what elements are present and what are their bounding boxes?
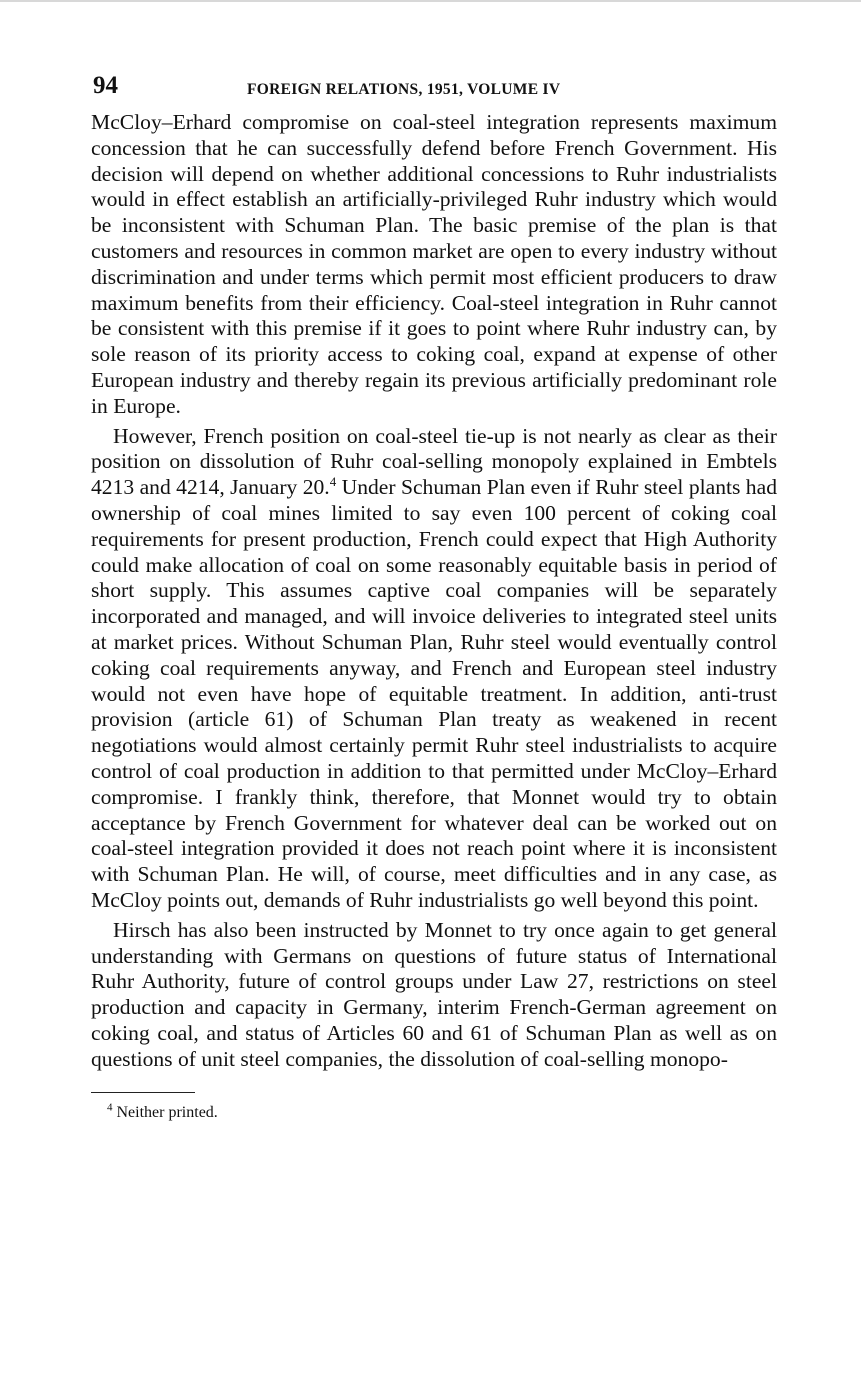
paragraph-1: McCloy–Erhard compromise on coal-steel integration represents maximum concession that he can successfully defend before French Government. His decision will depend on whether additional concessions to Ruhr industrialists would in effect establish an artificially-privileged Ruhr industry which would be inconsistent with Schuman Plan. The basic premise of the plan is that customers and resources in common market are open to every industry without discrimination and under terms which permit most efficient producers to draw maximum benefits from their efficiency. Coal-steel integration in Ruhr cannot be consistent with this premise if it goes to point where Ruhr industry can, by sole reason of its priority access to coking coal, expand at expense of other European industry and thereby regain its previous artificially predominant role in Europe. <box>91 110 777 418</box>
footnote-separator <box>91 1092 195 1093</box>
paragraph-2-text-after-note: Under Schuman Plan even if Ruhr steel plants had ownership of coal mines limited to say even 100 percent of coking coal requirements for present production, French could expect that High Authority could make allocation of coal on some reasonably equitable basis in period of short supply. This assumes captive coal companies will be separately incorporated and managed, and will invoice deliveries to integrated steel units at market prices. Without Schuman Plan, Ruhr steel would eventually control coking coal requirements anyway, and French and European steel industry would not even have hope of equitable treatment. In addition, anti-trust provision (article 61) of Schuman Plan treaty as weakened in recent negotiations would almost certainly permit Ruhr steel industrialists to acquire control of coal production in addition to that permitted under McCloy–Erhard compromise. I frankly think, therefore, that Monnet would try to obtain acceptance by French Government for whatever deal can be worked out on coal-steel integration provided it does not reach point where it is inconsistent with Schuman Plan. He will, of course, meet difficulties and in any case, as McCloy points out, demands of Ruhr industrialists go well beyond this point. <box>91 475 777 912</box>
footnote-4 <box>107 1103 777 1123</box>
paragraph-3: Hirsch has also been instructed by Monnet to try once again to get general understanding with Germans on questions of future status of International Ruhr Authority, future of control groups under Law 27, restrictions on steel production and capacity in Germany, interim French-German agreement on coking coal, and status of Articles 60 and 61 of Schuman Plan as well as on questions of unit steel companies, the dissolution of coal-selling monopo- <box>91 917 777 1071</box>
top-edge-rule <box>0 0 861 2</box>
running-head <box>91 70 777 110</box>
paragraph-2 <box>91 424 777 914</box>
footnote-number: 4 <box>107 1102 113 1115</box>
body-text <box>91 110 777 1072</box>
paragraph-2-text-before-note: However, French position on coal-steel tie-up is not nearly as clear as their position on dissolution of Ruhr coal-selling monopoly explained in Embtels 4213 and 4214, January 20. <box>91 423 777 500</box>
footnote-text: Neither printed. <box>116 1104 218 1122</box>
footnote-reference-4: 4 <box>329 473 337 489</box>
page-number: 94 <box>93 72 118 99</box>
running-title: FOREIGN RELATIONS, 1951, VOLUME IV <box>247 81 561 98</box>
document-page <box>91 70 777 1123</box>
